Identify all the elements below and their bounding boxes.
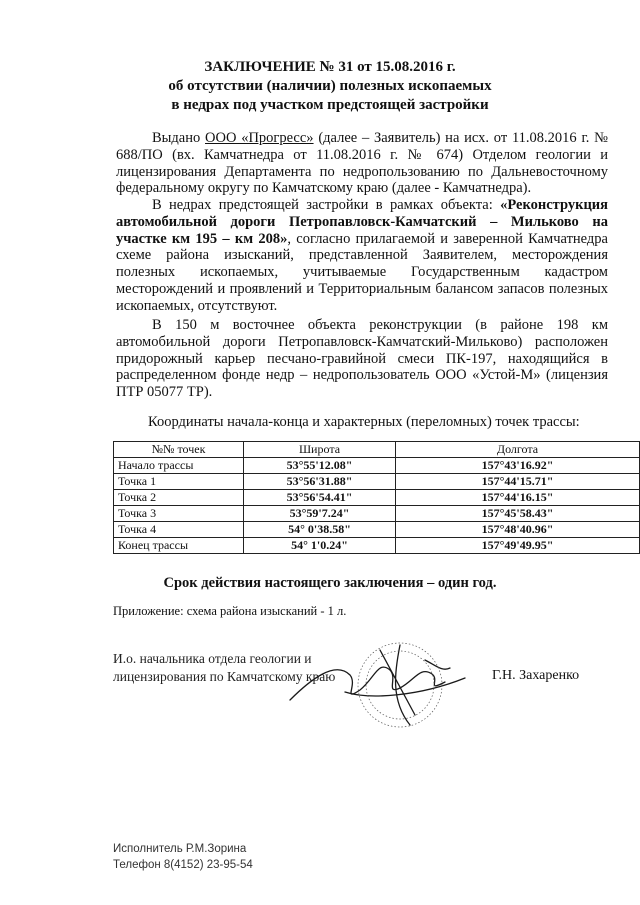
table-row [114,474,640,490]
point-name: Точка 4 [114,522,244,538]
paragraph-quarry: В 150 м восточнее объекта реконструкции (в районе 198 км автомобильной дороги Петропавловск-Камчатский-Мильково) расположен придорожный карьер песчано-гравийной смеси ПК-197, находящийся в распределенном фонде недр – недропользователь ООО «Устой-М» (лицензия ПТР 05077 ТР). [116,317,608,401]
header-points: №№ точек [114,442,244,458]
paragraph-object: В недрах предстоящей застройки в рамках объекта: «Реконструкция автомобильной дороги Петропавловск-Камчатский – Мильково на участке км 195 – км 208», согласно прилагаемой и заверенной Камчатнедра схеме района изысканий, представленной Заявителем, месторождения полезных ископаемых, учитываемые Государственным кадастром месторождений и проявлений и Территориальным балансом запасов полезных ископаемых, отсутствуют. [116,197,608,314]
table-row [114,522,640,538]
table-row [114,538,640,554]
coordinates-heading: Координаты начала-конца и характерных (переломных) точек трассы: [148,414,580,430]
point-latitude: 53°55'12.08" [244,458,396,474]
point-name: Точка 2 [114,490,244,506]
applicant-org: ООО «Прогресс» [205,130,314,146]
point-latitude: 53°56'54.41" [244,490,396,506]
point-name: Точка 1 [114,474,244,490]
table-header-row [114,442,640,458]
table-row [114,458,640,474]
coordinates-table [113,441,640,554]
title-line-3: в недрах под участком предстоящей застройки [171,97,489,113]
header-longitude: Долгота [396,442,640,458]
executor-name: Исполнитель Р.М.Зорина [113,843,247,855]
title-line-1: ЗАКЛЮЧЕНИЕ № 31 от 15.08.2016 г. [204,59,456,75]
header-latitude: Широта [244,442,396,458]
handwritten-signature [250,630,480,740]
signatory-name: Г.Н. Захаренко [492,668,580,683]
executor-phone: Телефон 8(4152) 23-95-54 [113,859,253,871]
table-row [114,490,640,506]
point-longitude: 157°43'16.92" [396,458,640,474]
point-longitude: 157°44'16.15" [396,490,640,506]
point-name: Начало трассы [114,458,244,474]
point-name: Конец трассы [114,538,244,554]
document-title [60,58,600,115]
object-name: «Реконструкция автомобильной дороги Петропавловск-Камчатский – Мильково на участке км 195 – км 208» [116,197,608,247]
point-longitude: 157°44'15.71" [396,474,640,490]
point-latitude: 53°56'31.88" [244,474,396,490]
point-name: Точка 3 [114,506,244,522]
point-latitude: 54° 0'38.58" [244,522,396,538]
point-latitude: 54° 1'0.24" [244,538,396,554]
point-longitude: 157°45'58.43" [396,506,640,522]
point-latitude: 53°59'7.24" [244,506,396,522]
executor-info [113,841,253,873]
validity-statement: Срок действия настоящего заключения – один год. [163,575,497,591]
paragraph-issued: Выдано ООО «Прогресс» (далее – Заявитель) на исх. от 11.08.2016 г. № 688/ПО (вх. Камчатнедра от 11.08.2016 г. № 674) Отделом геологии и лицензирования Департамента по недропользованию по Дальневосточному федеральному округу по Камчатскому краю (далее - Камчатнедра). [116,130,608,197]
title-line-2: об отсутствии (наличии) полезных ископаемых [168,78,492,94]
role-line-2: лицензирования по Камчатскому краю [113,669,336,684]
table-row [114,506,640,522]
point-longitude: 157°48'40.96" [396,522,640,538]
role-line-1: И.о. начальника отдела геологии и [113,651,312,666]
attachment-note: Приложение: схема района изысканий - 1 л. [113,604,347,618]
point-longitude: 157°49'49.95" [396,538,640,554]
